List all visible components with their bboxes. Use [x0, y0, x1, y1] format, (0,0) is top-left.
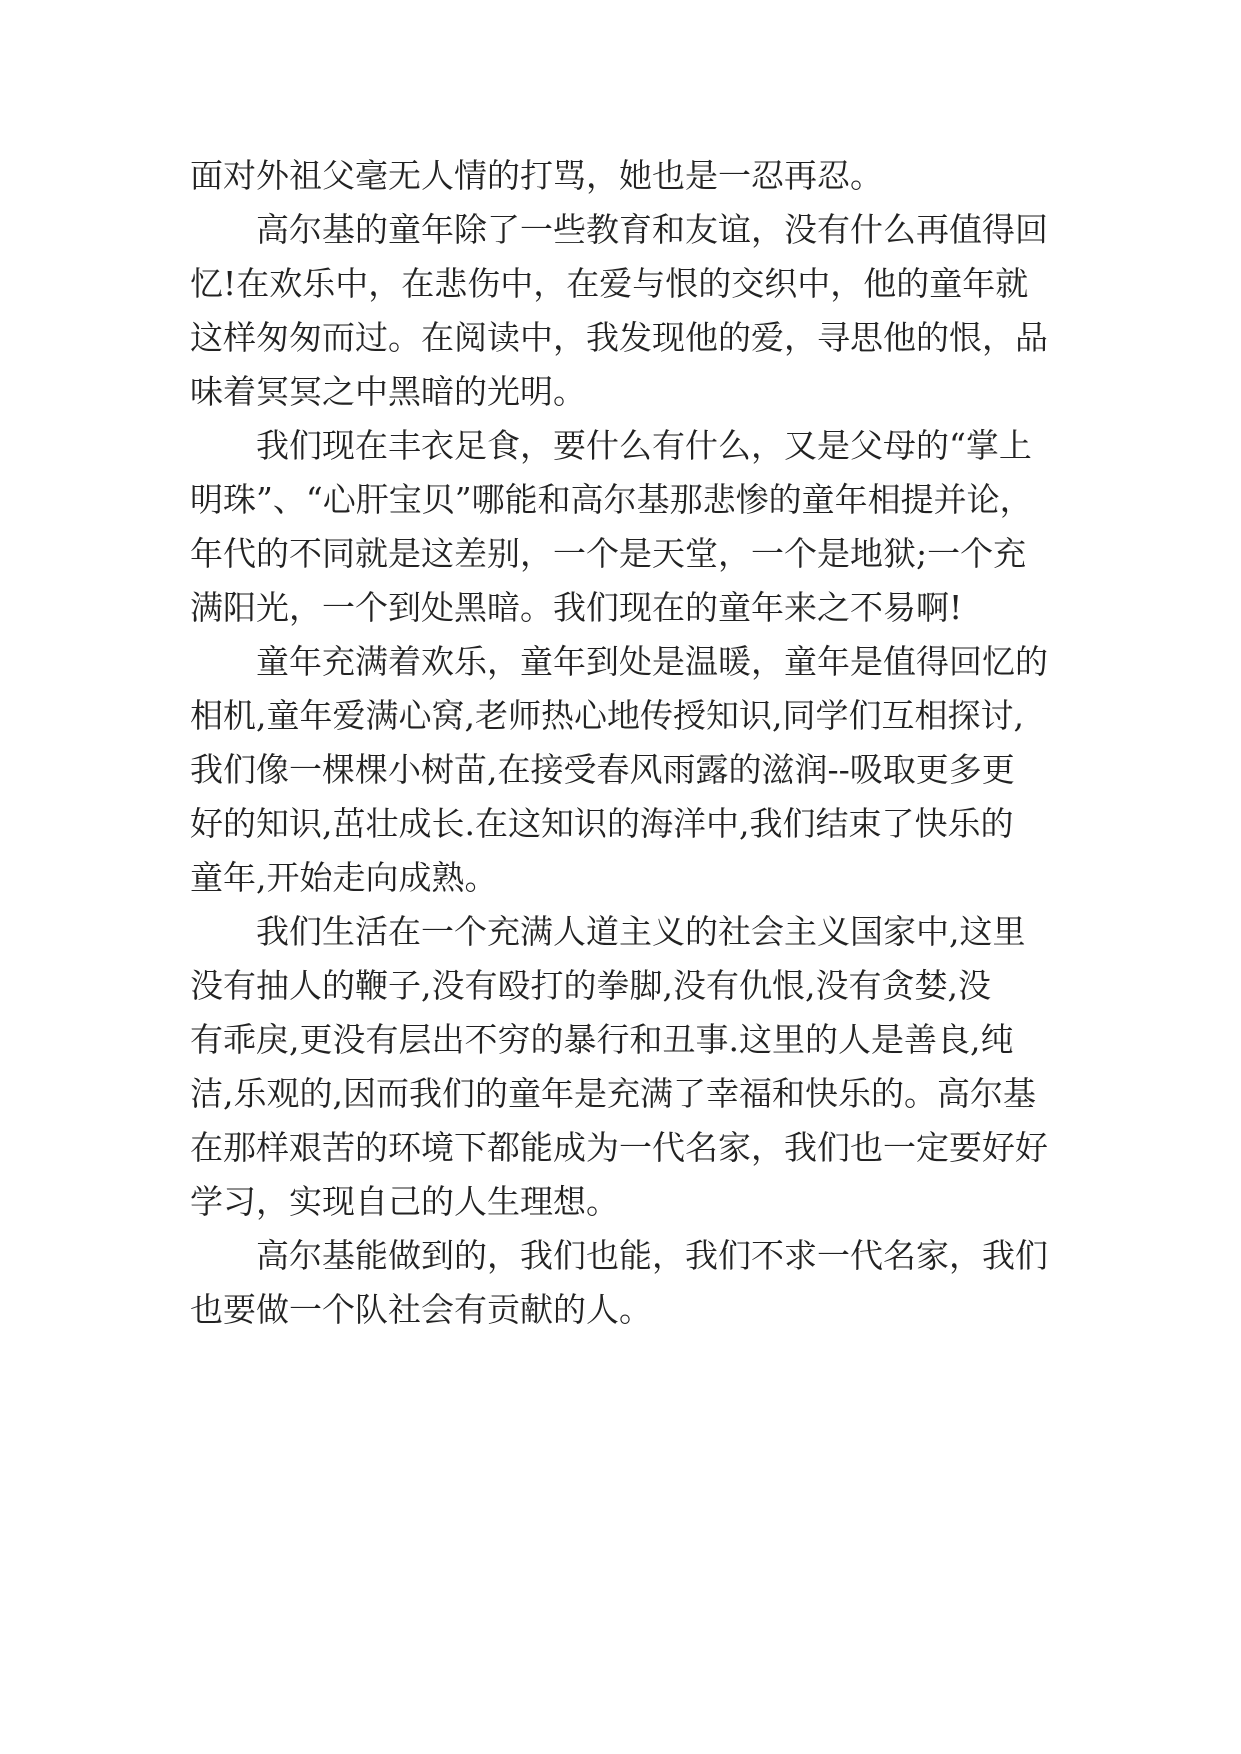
text-line: 这样匆匆而过。在阅读中，我发现他的爱，寻思他的恨，品	[190, 318, 1048, 357]
paragraph-start-line: 高尔基能做到的，我们也能，我们不求一代名家，我们	[256, 1236, 1048, 1275]
text-line: 童年,开始走向成熟。	[190, 858, 498, 897]
text-line: 味着冥冥之中黑暗的光明。	[190, 372, 586, 411]
text-line: 面对外祖父毫无人情的打骂，她也是一忍再忍。	[190, 156, 883, 195]
paragraph-start-line: 高尔基的童年除了一些教育和友谊，没有什么再值得回	[256, 210, 1048, 249]
text-line: 我们像一棵棵小树苗,在接受春风雨露的滋润--吸取更多更	[190, 750, 1015, 789]
paragraph-start-line: 我们生活在一个充满人道主义的社会主义国家中,这里	[256, 912, 1026, 951]
paragraph-start-line: 我们现在丰衣足食，要什么有什么，又是父母的“掌上	[256, 426, 1032, 465]
text-line: 明珠”、“心肝宝贝”哪能和高尔基那悲惨的童年相提并论，	[190, 480, 1033, 519]
text-line: 没有抽人的鞭子,没有殴打的拳脚,没有仇恨,没有贪婪,没	[190, 966, 991, 1005]
paragraph-start-line: 童年充满着欢乐，童年到处是温暖，童年是值得回忆的	[256, 642, 1048, 681]
text-line: 满阳光，一个到处黑暗。我们现在的童年来之不易啊!	[190, 588, 963, 627]
text-line: 相机,童年爱满心窝,老师热心地传授知识,同学们互相探讨,	[190, 696, 1024, 735]
text-line: 也要做一个队社会有贡献的人。	[190, 1290, 652, 1329]
text-line: 年代的不同就是这差别，一个是天堂，一个是地狱;一个充	[190, 534, 1027, 573]
text-line: 忆!在欢乐中，在悲伤中，在爱与恨的交织中，他的童年就	[190, 264, 1029, 303]
text-line: 有乖戾,更没有层出不穷的暴行和丑事.这里的人是善良,纯	[190, 1020, 1014, 1059]
text-line: 学习，实现自己的人生理想。	[190, 1182, 619, 1221]
text-line: 好的知识,茁壮成长.在这知识的海洋中,我们结束了快乐的	[190, 804, 1014, 843]
text-line: 洁,乐观的,因而我们的童年是充满了幸福和快乐的。高尔基	[190, 1074, 1036, 1113]
text-line: 在那样艰苦的环境下都能成为一代名家，我们也一定要好好	[190, 1128, 1048, 1167]
